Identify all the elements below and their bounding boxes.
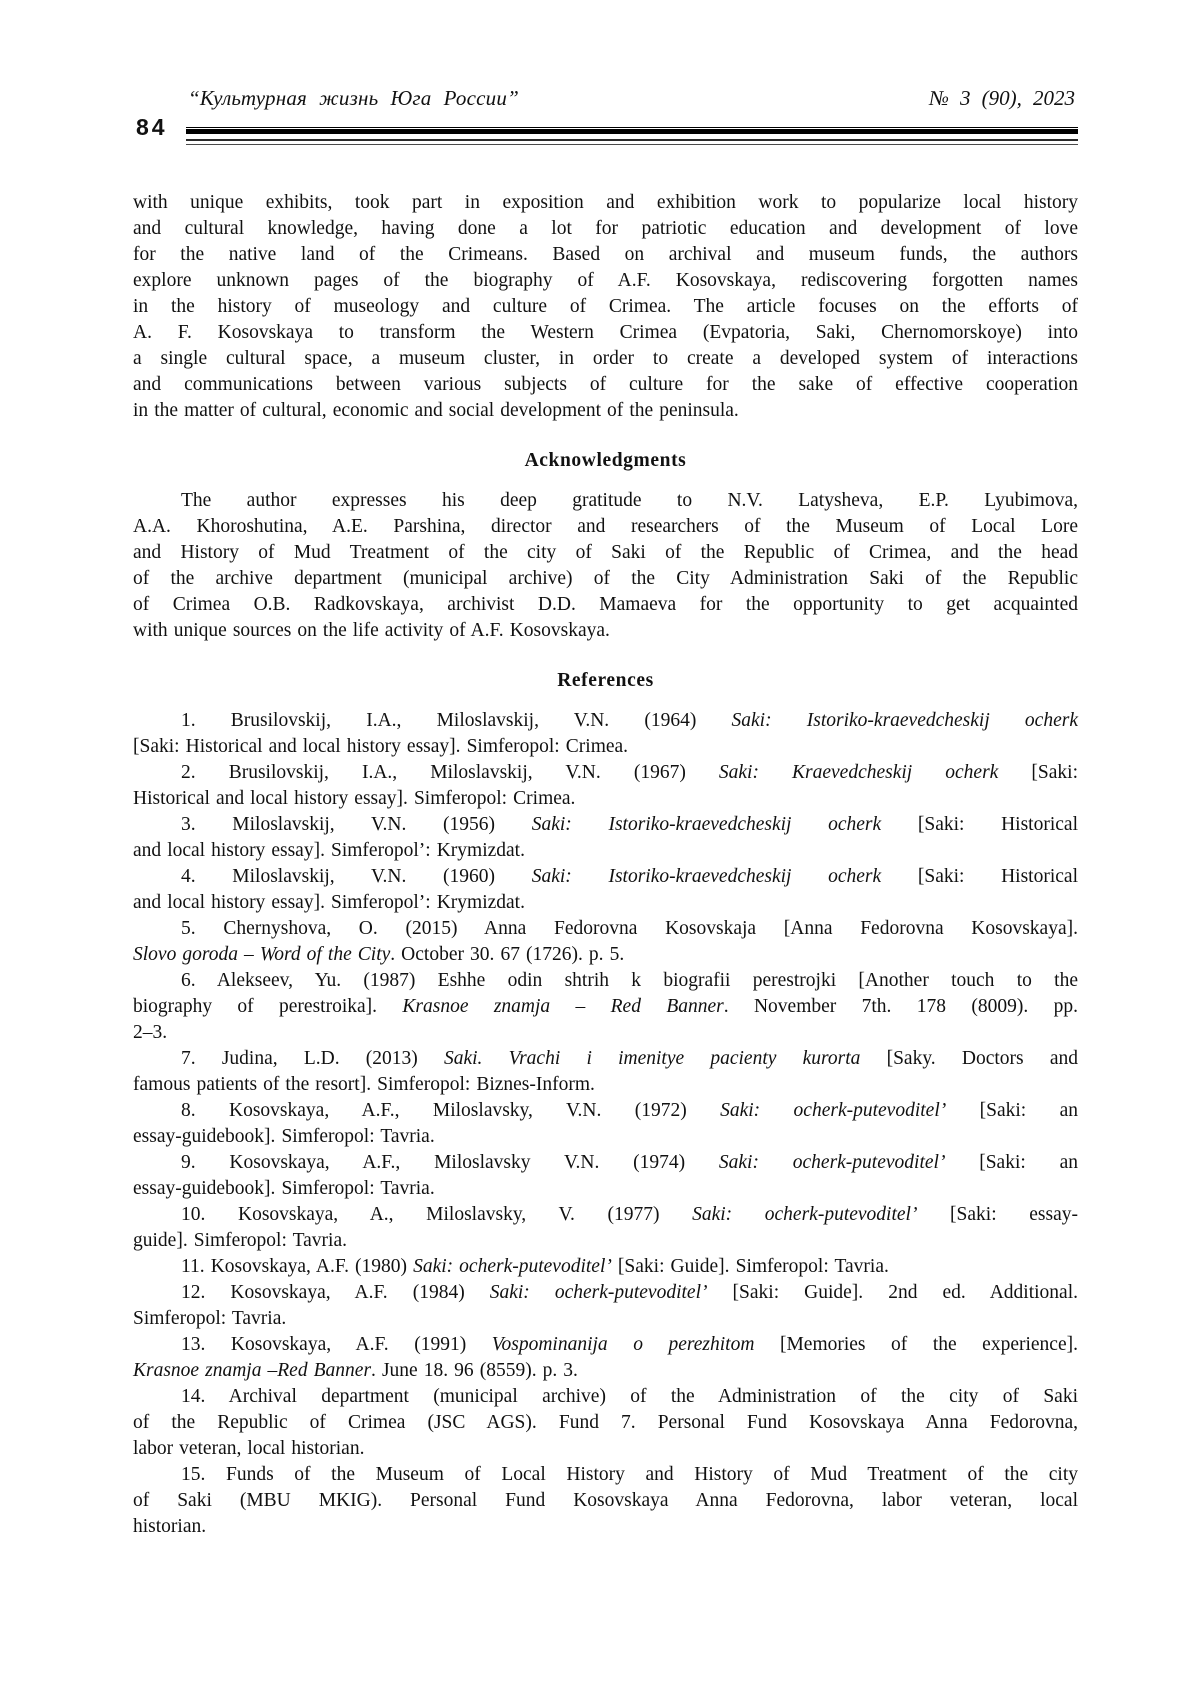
text-line: 2. Brusilovskij, I.A., Miloslavskij, V.N. (1967) Saki: Kraevedcheskij ocherk [Saki:: [181, 762, 1078, 783]
text-line: 8. Kosovskaya, A.F., Miloslavsky, V.N. (1972) Saki: ocherk-putevoditel’ [Saki: an: [181, 1100, 1079, 1121]
reference-entry: [133, 708, 1078, 760]
reference-entry: [133, 1384, 1078, 1462]
text-line: in the history of museology and culture of Crimea. The article focuses on the efforts of: [133, 296, 1078, 317]
reference-entry: [133, 916, 1078, 968]
text-line: 1. Brusilovskij, I.A., Miloslavskij, V.N. (1964) Saki: Istoriko-kraevedcheskij ocherk: [181, 710, 1078, 731]
text-line: a single cultural space, a museum cluster, in order to create a developed system of interactions: [133, 348, 1078, 369]
journal-title: “Культурная жизнь Юга России”: [188, 86, 519, 110]
text-line: historian.: [133, 1516, 207, 1537]
text-line: of the Republic of Crimea (JSC AGS). Fund 7. Personal Fund Kosovskaya Anna Fedorovna,: [133, 1412, 1078, 1433]
text-line: 4. Miloslavskij, V.N. (1960) Saki: Istoriko-kraevedcheskij ocherk [Saki: Historical: [181, 866, 1078, 887]
header-rule-thin-top: [186, 127, 1078, 128]
paragraph: [133, 488, 1078, 644]
text-line: A.A. Khoroshutina, A.E. Parshina, director and researchers of the Museum of Local Lore: [133, 516, 1078, 537]
text-line: of the archive department (municipal archive) of the City Administration Saki of the Republic: [133, 568, 1078, 589]
page-number: 84: [136, 114, 168, 140]
text-line: and local history essay]. Simferopol’: Krymizdat.: [133, 840, 525, 861]
section-heading: Acknowledgments: [524, 450, 687, 471]
text-line: and History of Mud Treatment of the city of Saki of the Republic of Crimea, and the head: [133, 542, 1078, 563]
text-line: 14. Archival department (municipal archive) of the Administration of the city of Saki: [181, 1386, 1078, 1407]
text-line: Simferopol: Tavria.: [133, 1308, 287, 1329]
reference-entry: [133, 1254, 1078, 1280]
text-line: 10. Kosovskaya, A., Miloslavsky, V. (1977) Saki: ocherk-putevoditel’ [Saki: essay-: [181, 1204, 1078, 1225]
text-line: 12. Kosovskaya, A.F. (1984) Saki: ocherk-putevoditel’ [Saki: Guide]. 2nd ed. Additional.: [181, 1282, 1078, 1303]
text-line: 6. Alekseev, Yu. (1987) Eshhe odin shtrih k biografii perestrojki [Another touch to the: [181, 970, 1078, 991]
text-line: Historical and local history essay]. Simferopol: Crimea.: [133, 788, 576, 809]
text-line: The author expresses his deep gratitude to N.V. Latysheva, E.P. Lyubimova,: [181, 490, 1078, 511]
reference-entry: [133, 1202, 1078, 1254]
text-line: explore unknown pages of the biography of A.F. Kosovskaya, rediscovering forgotten names: [133, 270, 1078, 291]
text-line: 2–3.: [133, 1022, 168, 1043]
text-line: labor veteran, local historian.: [133, 1438, 365, 1459]
reference-entry: [133, 760, 1078, 812]
reference-entry: [133, 1150, 1078, 1202]
text-line: 9. Kosovskaya, A.F., Miloslavsky V.N. (1974) Saki: ocherk-putevoditel’ [Saki: an: [181, 1152, 1078, 1173]
reference-entry: [133, 1046, 1078, 1098]
header-rule-medium: [186, 139, 1078, 141]
reference-entry: [133, 812, 1078, 864]
reference-entry: [133, 1332, 1078, 1384]
text-line: with unique exhibits, took part in exposition and exhibition work to popularize local history: [133, 192, 1078, 213]
text-line: essay-guidebook]. Simferopol: Tavria.: [133, 1178, 435, 1199]
text-line: guide]. Simferopol: Tavria.: [133, 1230, 347, 1251]
text-line: and local history essay]. Simferopol’: Krymizdat.: [133, 892, 525, 913]
text-line: Slovo goroda – Word of the City. October 30. 67 (1726). p. 5.: [133, 944, 625, 965]
reference-entry: [133, 1462, 1078, 1540]
text-line: famous patients of the resort]. Simferopol: Biznes-Inform.: [133, 1074, 595, 1095]
reference-entry: [133, 864, 1078, 916]
text-line: biography of perestroika]. Krasnoe znamja – Red Banner. November 7th. 178 (8009). pp.: [133, 996, 1078, 1017]
text-line: 7. Judina, L.D. (2013) Saki. Vrachi i imenitye pacienty kurorta [Saky. Doctors and: [181, 1048, 1078, 1069]
text-line: 5. Chernyshova, O. (2015) Anna Fedorovna Kosovskaja [Anna Fedorovna Kosovskaya].: [181, 918, 1078, 939]
reference-entry: [133, 968, 1078, 1046]
issue-label: № 3 (90), 2023: [929, 86, 1075, 110]
text-line: and communications between various subjects of culture for the sake of effective cooperation: [133, 374, 1078, 395]
text-line: 13. Kosovskaya, A.F. (1991) Vospominanija o perezhitom [Memories of the experience].: [181, 1334, 1078, 1355]
text-line: in the matter of cultural, economic and social development of the peninsula.: [133, 400, 739, 421]
text-line: of Saki (MBU MKIG). Personal Fund Kosovskaya Anna Fedorovna, labor veteran, local: [133, 1490, 1078, 1511]
reference-entry: [133, 1098, 1078, 1150]
text-line: of Crimea O.B. Radkovskaya, archivist D.D. Mamaeva for the opportunity to get acquainted: [133, 594, 1078, 615]
reference-entry: [133, 1280, 1078, 1332]
text-line: 15. Funds of the Museum of Local History and History of Mud Treatment of the city: [181, 1464, 1078, 1485]
text-line: with unique sources on the life activity of A.F. Kosovskaya.: [133, 620, 610, 641]
paragraph: [133, 190, 1078, 424]
text-line: A. F. Kosovskaya to transform the Western Crimea (Evpatoria, Saki, Chernomorskoye) into: [133, 322, 1078, 343]
text-line: essay-guidebook]. Simferopol: Tavria.: [133, 1126, 435, 1147]
text-line: 3. Miloslavskij, V.N. (1956) Saki: Istoriko-kraevedcheskij ocherk [Saki: Historical: [181, 814, 1078, 835]
text-line: and cultural knowledge, having done a lot for patriotic education and development of love: [133, 218, 1078, 239]
section-heading: References: [557, 670, 654, 691]
page-body: [133, 190, 1078, 1540]
text-line: for the native land of the Crimeans. Based on archival and museum funds, the authors: [133, 244, 1078, 265]
text-line: [Saki: Historical and local history essay]. Simferopol: Crimea.: [133, 736, 629, 757]
text-line: 11. Kosovskaya, A.F. (1980) Saki: ocherk-putevoditel’ [Saki: Guide]. Simferopol: Tavria.: [181, 1256, 889, 1277]
text-line: Krasnoe znamja –Red Banner. June 18. 96 (8559). p. 3.: [133, 1360, 578, 1381]
header-rule: [186, 127, 1078, 145]
header-rule-thick: [186, 129, 1078, 134]
header-rule-thin-bottom: [186, 144, 1078, 145]
